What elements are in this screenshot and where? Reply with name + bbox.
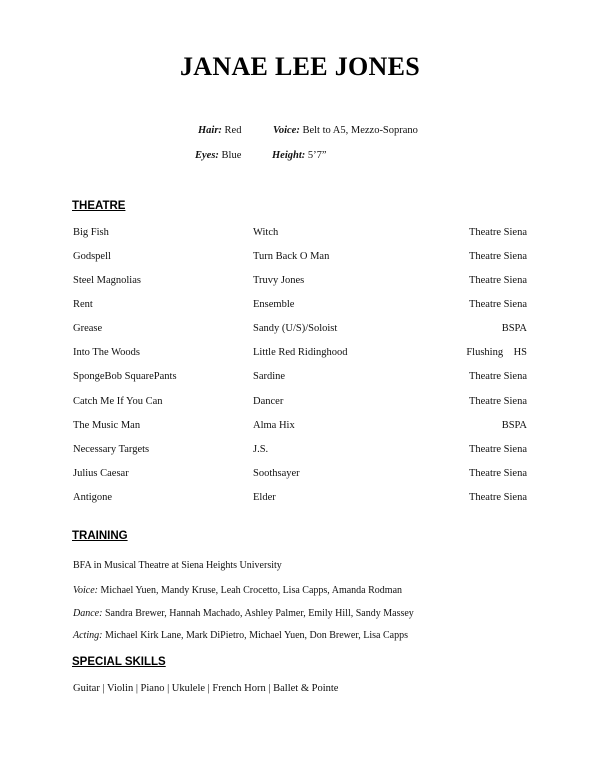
role: Sandy (U/S)/Soloist [253, 323, 338, 334]
company: Theatre Siena [468, 492, 527, 503]
attr-eyes-value: Blue [221, 150, 242, 161]
special-skills-heading: SPECIAL SKILLS [72, 656, 166, 668]
company: BSPA [501, 420, 527, 431]
role: Little Red Ridinghood [253, 347, 348, 358]
table-row [0, 468, 600, 482]
training-dance-value: Sandra Brewer, Hannah Machado, Ashley Palmer, Emily Hill, Sandy Massey [104, 608, 414, 619]
show-title: Necessary Targets [73, 444, 150, 455]
role: Soothsayer [253, 468, 300, 479]
role: Witch [253, 227, 279, 238]
table-row [0, 420, 600, 434]
attr-hair [198, 125, 241, 136]
attr-height-label: Height: [272, 150, 306, 161]
role: J.S. [253, 444, 269, 455]
attr-hair-value: Red [224, 125, 242, 136]
table-row [0, 227, 600, 241]
training-voice-value: Michael Yuen, Mandy Kruse, Leah Crocetto, Lisa Capps, Amanda Rodman [100, 585, 403, 596]
company: Theatre Siena [468, 444, 527, 455]
training-dance-label: Dance: [73, 608, 103, 619]
show-title: Big Fish [73, 227, 109, 238]
show-title: Steel Magnolias [73, 275, 141, 286]
table-row [0, 275, 600, 289]
role: Dancer [253, 396, 284, 407]
training-dance [73, 608, 414, 619]
show-title: SpongeBob SquarePants [73, 371, 177, 382]
table-row [0, 444, 600, 458]
show-title: Godspell [73, 251, 111, 262]
company: Theatre Siena [468, 275, 527, 286]
training-acting-label: Acting: [73, 630, 103, 641]
show-title: Antigone [73, 492, 113, 503]
role: Turn Back O Man [253, 251, 330, 262]
company: BSPA [501, 323, 527, 334]
training-acting-value: Michael Kirk Lane, Mark DiPietro, Michael Yuen, Don Brewer, Lisa Capps [104, 630, 408, 641]
training-degree: BFA in Musical Theatre at Siena Heights University [73, 560, 282, 571]
special-skills-list: Guitar | Violin | Piano | Ukulele | French Horn | Ballet & Pointe [73, 683, 339, 694]
table-row [0, 323, 600, 337]
training-acting [73, 630, 408, 641]
company: Theatre Siena [468, 251, 527, 262]
attr-height-value: 5’7” [307, 150, 327, 161]
show-title: Rent [73, 299, 93, 310]
company: Theatre Siena [468, 396, 527, 407]
attr-height [272, 150, 327, 161]
company: Theatre Siena [468, 468, 527, 479]
table-row [0, 396, 600, 410]
attr-eyes-label: Eyes: [195, 150, 219, 161]
table-row [0, 371, 600, 385]
attr-voice [273, 125, 418, 136]
table-row [0, 251, 600, 265]
attr-hair-label: Hair: [198, 125, 222, 136]
role: Alma Hix [253, 420, 295, 431]
show-title: Into The Woods [73, 347, 141, 358]
show-title: The Music Man [73, 420, 141, 431]
company: Theatre Siena [468, 227, 527, 238]
attr-eyes [195, 150, 241, 161]
role: Truvy Jones [253, 275, 305, 286]
show-title: Catch Me If You Can [73, 396, 163, 407]
show-title: Julius Caesar [73, 468, 129, 479]
company: Theatre Siena [468, 299, 527, 310]
table-row [0, 299, 600, 313]
company: Theatre Siena [468, 371, 527, 382]
training-voice-label: Voice: [73, 585, 98, 596]
performer-name: JANAE LEE JONES [180, 52, 420, 81]
company: Flushing HS [466, 347, 527, 358]
table-row [0, 347, 600, 361]
attr-voice-label: Voice: [273, 125, 300, 136]
attr-voice-value: Belt to A5, Mezzo-Soprano [302, 125, 418, 136]
role: Ensemble [253, 299, 295, 310]
table-row [0, 492, 600, 506]
show-title: Grease [73, 323, 103, 334]
role: Elder [253, 492, 276, 503]
training-heading: TRAINING [72, 530, 128, 542]
training-voice [73, 585, 402, 596]
theatre-heading: THEATRE [72, 200, 126, 212]
role: Sardine [253, 371, 286, 382]
